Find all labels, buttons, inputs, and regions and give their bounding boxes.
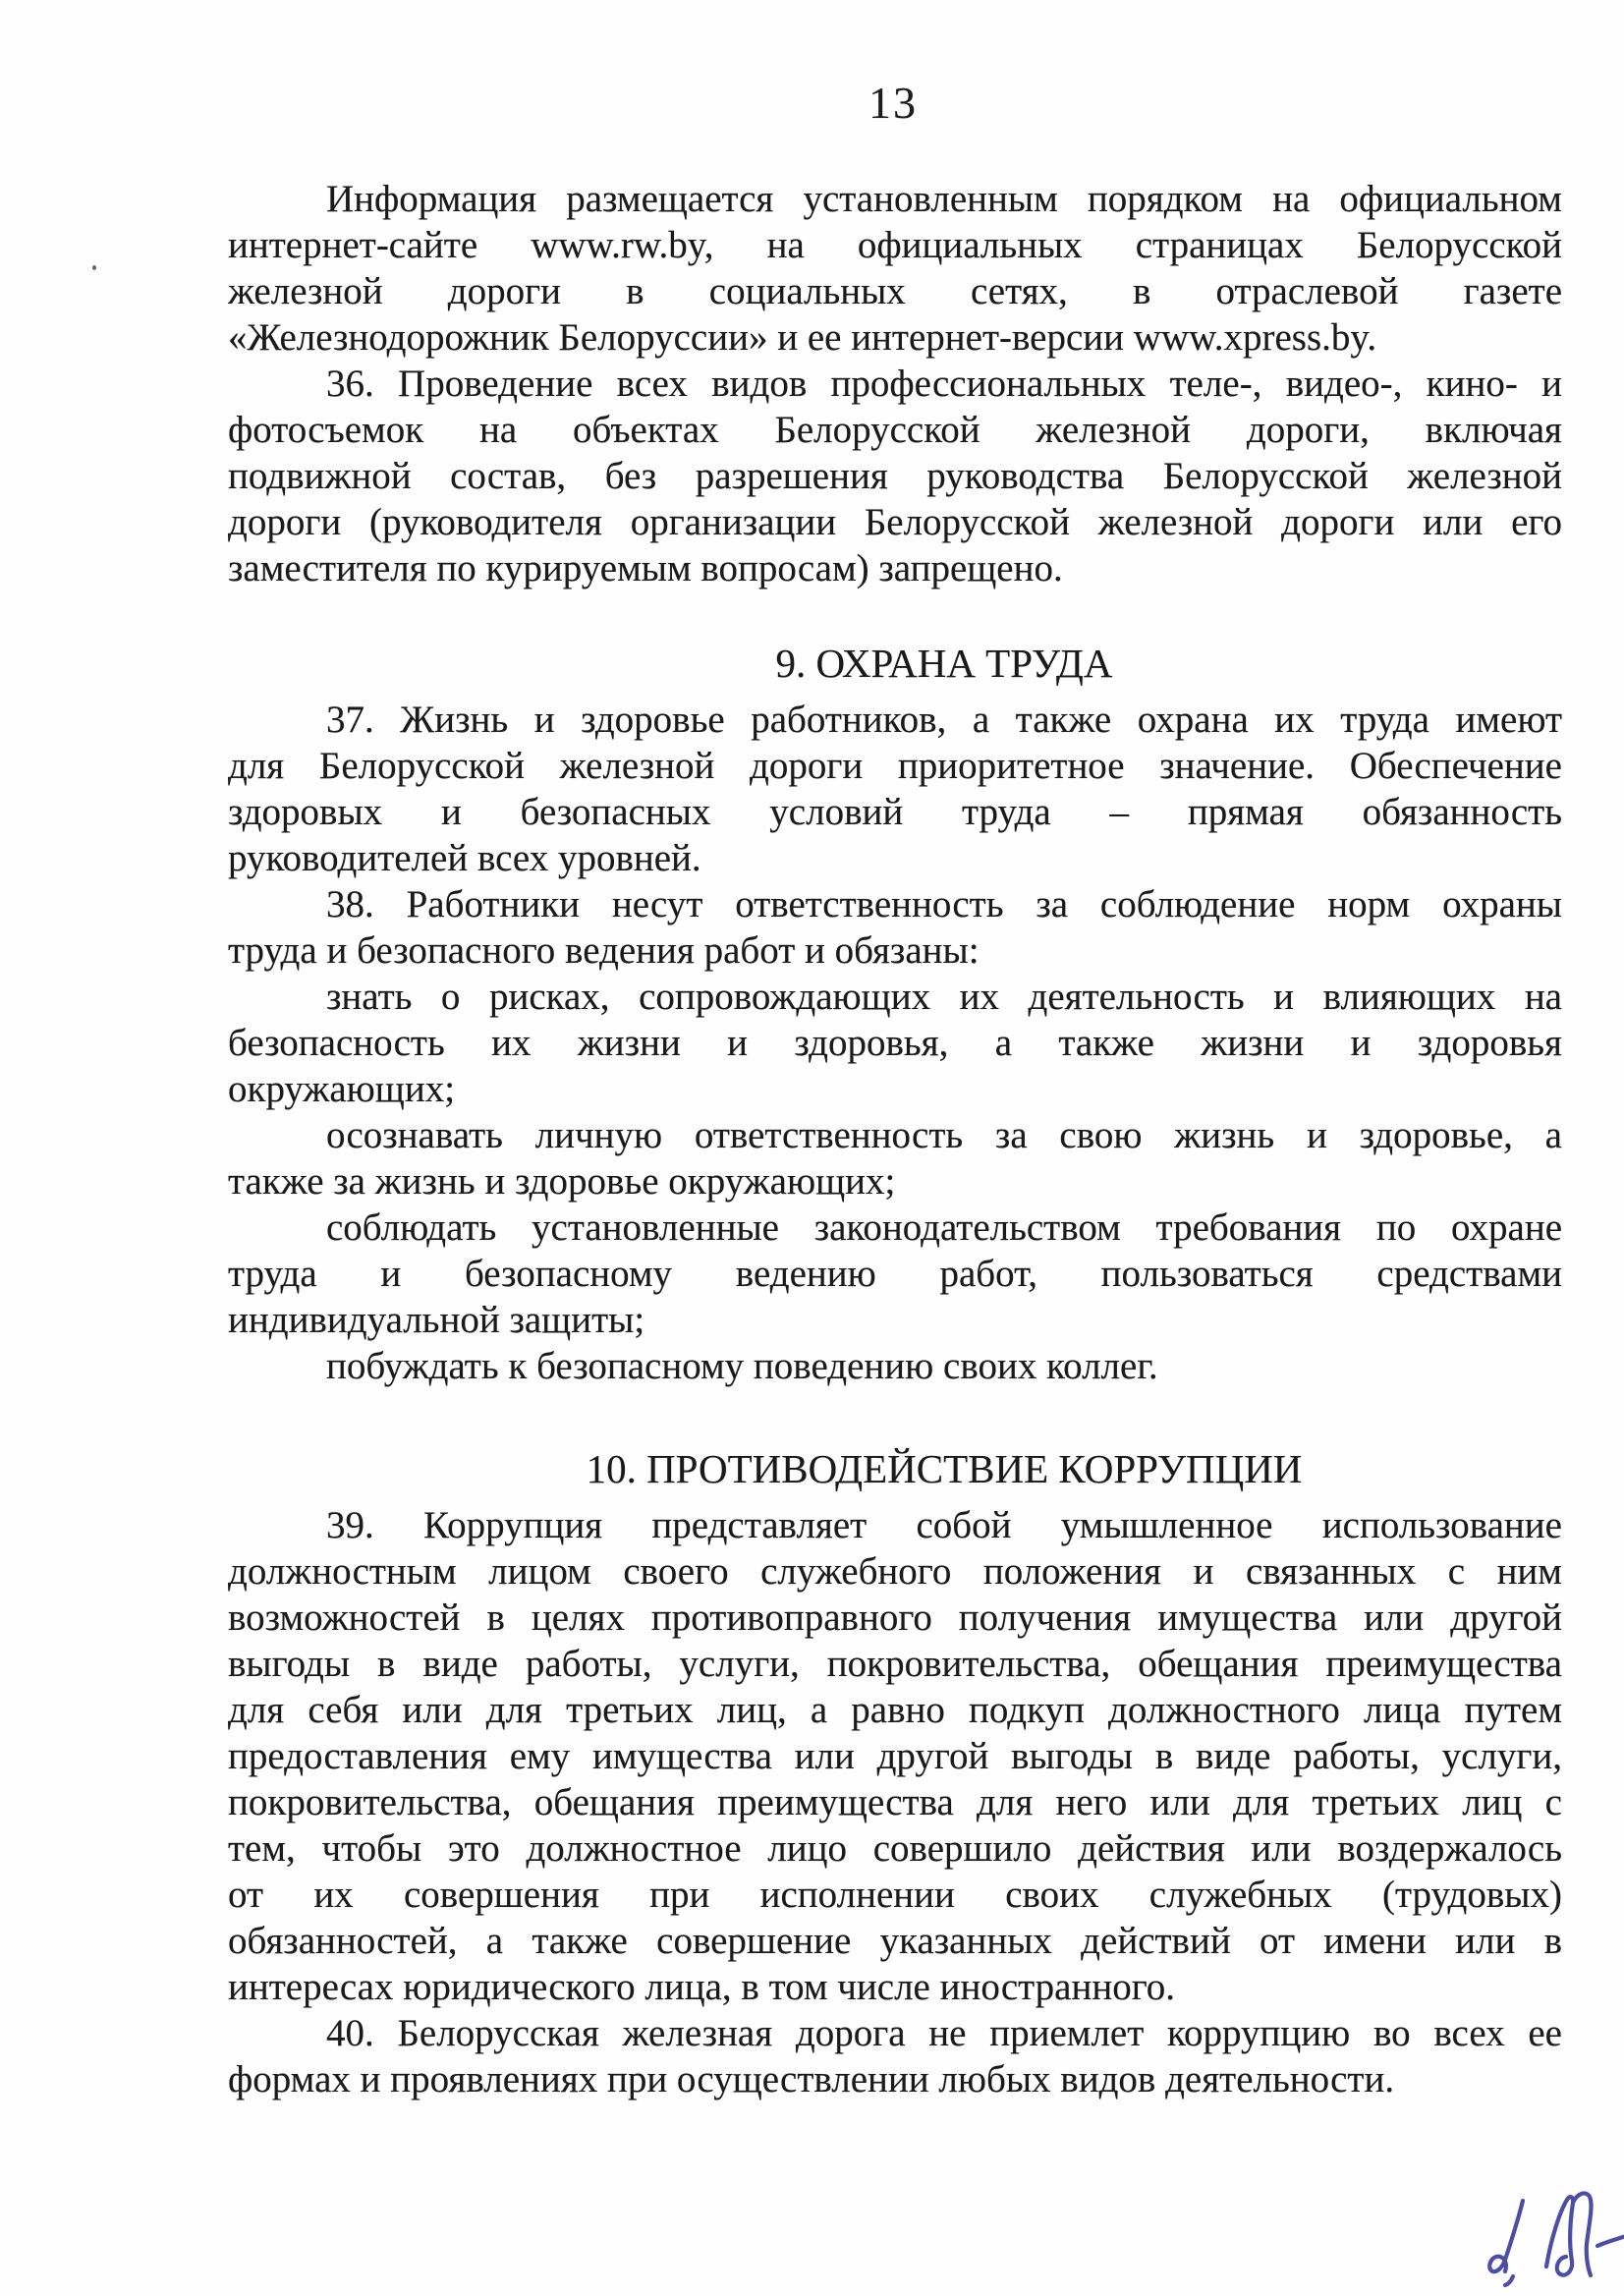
text-line: подвижной состав, без разрешения руководства Белорусской железной: [228, 455, 1562, 497]
paragraph-38-item-encourage-colleagues: [228, 1343, 1562, 1389]
text-line: фотосъемок на объектах Белорусской железной дороги, включая: [228, 409, 1562, 451]
signature-initial-1: [1489, 2201, 1523, 2271]
text-line: интернет-сайте www.rw.by, на официальных страницах Белорусской: [228, 224, 1562, 266]
text-line: формах и проявлениях при осуществлении любых видов деятельности.: [228, 2058, 1395, 2100]
text-line: Информация размещается установленным порядком на официальном: [326, 178, 1562, 220]
paragraph-info-placement: [228, 176, 1562, 361]
text-line: 39. Коррупция представляет собой умышленное использование: [326, 1504, 1562, 1546]
text-line: от их совершения при исполнении своих служебных (трудовых): [228, 1874, 1562, 1916]
text-line: для Белорусской железной дороги приоритетное значение. Обеспечение: [228, 745, 1562, 787]
text-line: тем, чтобы это должностное лицо совершило действия или воздержалось: [228, 1827, 1562, 1870]
text-line: дороги (руководителя организации Белорусской железной дороги или его: [228, 501, 1562, 543]
signature-initial-2: [1546, 2197, 1573, 2274]
text-line: осознавать личную ответственность за свою жизнь и здоровье, а: [326, 1114, 1562, 1156]
paragraph-38-item-personal-responsibility: [228, 1112, 1562, 1204]
text-line: обязанностей, а также совершение указанных действий от имени или в: [228, 1920, 1562, 1962]
text-line: знать о рисках, сопровождающих их деятельность и влияющих на: [326, 976, 1562, 1018]
text-line: труда и безопасному ведению работ, пользоваться средствами: [228, 1253, 1562, 1295]
scan-speck: [92, 265, 96, 270]
signature-initial-2-stem: [1573, 2193, 1592, 2275]
paragraph-40: [228, 2010, 1562, 2102]
section-10-heading: 10. ПРОТИВОДЕЙСТВИЕ КОРРУПЦИИ: [586, 1446, 1303, 1491]
text-line: побуждать к безопасному поведению своих коллег.: [326, 1345, 1158, 1387]
text-line: возможностей в целях противоправного получения имущества или другой: [228, 1596, 1562, 1639]
text-line: 40. Белорусская железная дорога не приемлет коррупцию во всех ее: [326, 2012, 1562, 2054]
signature-ink: [1462, 2185, 1624, 2295]
text-line: 36. Проведение всех видов профессиональных теле-, видео-, кино- и: [326, 363, 1562, 405]
text-line: предоставления ему имущества или другой выгоды в виде работы, услуги,: [228, 1735, 1562, 1777]
paragraph-38: [228, 881, 1562, 974]
paragraph-38-item-comply-requirements: [228, 1204, 1562, 1343]
text-line: соблюдать установленные законодательством требования по охране: [326, 1206, 1562, 1249]
paragraph-38-item-know-risks: [228, 974, 1562, 1112]
text-line: должностным лицом своего служебного положения и связанных с ним: [228, 1550, 1562, 1593]
text-line: интересах юридического лица, в том числе иностранного.: [228, 1966, 1175, 2008]
text-line: окружающих;: [228, 1068, 456, 1110]
text-line: 38. Работники несут ответственность за соблюдение норм охраны: [326, 883, 1562, 925]
text-line: безопасность их жизни и здоровья, а также жизни и здоровья: [228, 1022, 1562, 1064]
page-number: 13: [868, 78, 918, 128]
text-line: 37. Жизнь и здоровье работников, а также охрана их труда имеют: [326, 699, 1562, 741]
paragraph-36: [228, 361, 1562, 591]
text-line: также за жизнь и здоровье окружающих;: [228, 1160, 896, 1203]
paragraph-39: [228, 1502, 1562, 2010]
text-line: «Железнодорожник Белоруссии» и ее интернет-версии www.xpress.by.: [228, 316, 1377, 359]
text-line: покровительства, обещания преимущества для него или для третьих лиц с: [228, 1781, 1562, 1823]
text-line: здоровых и безопасных условий труда – прямая обязанность: [228, 791, 1562, 833]
text-line: заместителя по курируемым вопросам) запрещено.: [228, 547, 1063, 589]
signature-comma: [1505, 2276, 1513, 2285]
text-line: индивидуальной защиты;: [228, 1299, 645, 1341]
document-content: [228, 176, 1562, 2102]
paragraph-37: [228, 697, 1562, 881]
text-line: для себя или для третьих лиц, а равно подкуп должностного лица путем: [228, 1689, 1562, 1731]
text-line: железной дороги в социальных сетях, в отраслевой газете: [228, 270, 1562, 312]
signature-dash: [1597, 2236, 1624, 2246]
section-9-heading: 9. ОХРАНА ТРУДА: [775, 641, 1113, 686]
text-line: труда и безопасного ведения работ и обязаны:: [228, 929, 980, 972]
text-line: выгоды в виде работы, услуги, покровительства, обещания преимущества: [228, 1643, 1562, 1685]
text-line: руководителей всех уровней.: [228, 837, 701, 879]
